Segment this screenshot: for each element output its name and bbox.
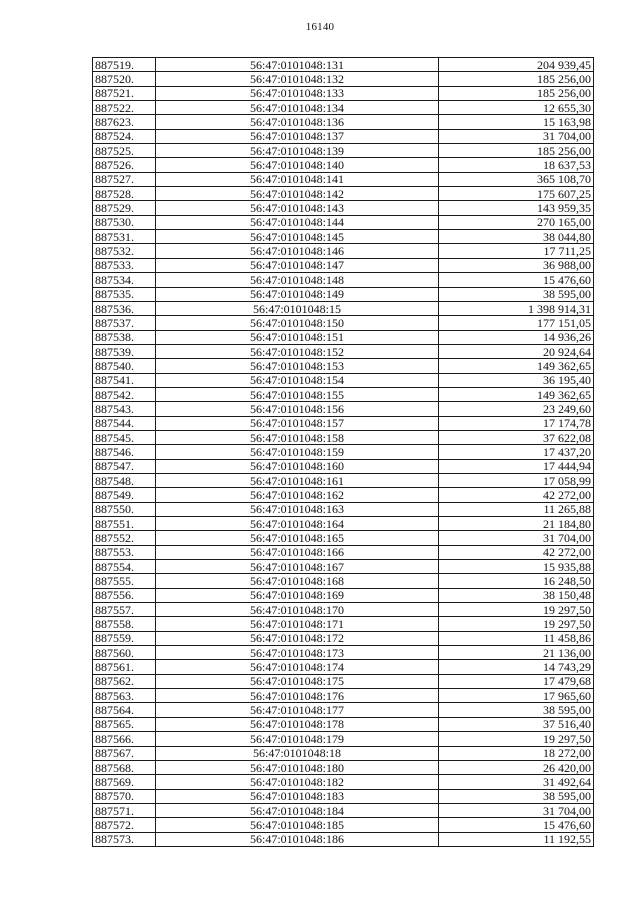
cadastral-value-cell: 17 058,99 xyxy=(439,473,594,487)
cadastral-value-cell: 31 704,00 xyxy=(439,129,594,143)
cadastral-value-cell: 37 516,40 xyxy=(439,717,594,731)
table-row xyxy=(93,244,594,258)
table-row xyxy=(93,58,594,72)
table-row xyxy=(93,359,594,373)
cadastral-value-cell: 1 398 914,31 xyxy=(439,301,594,315)
table-row xyxy=(93,230,594,244)
cadastral-number-cell: 56:47:0101048:131 xyxy=(156,58,439,72)
cadastral-value-cell: 15 935,88 xyxy=(439,560,594,574)
table-row xyxy=(93,72,594,86)
cadastral-value-cell: 38 595,00 xyxy=(439,789,594,803)
cadastral-number-cell: 56:47:0101048:168 xyxy=(156,574,439,588)
row-number-cell: 887524. xyxy=(93,129,156,143)
cadastral-value-cell: 11 192,55 xyxy=(439,832,594,846)
cadastral-value-cell: 19 297,50 xyxy=(439,603,594,617)
table-row xyxy=(93,732,594,746)
cadastral-value-cell: 149 362,65 xyxy=(439,387,594,401)
row-number-cell: 887541. xyxy=(93,373,156,387)
table-row xyxy=(93,502,594,516)
row-number-cell: 887551. xyxy=(93,517,156,531)
row-number-cell: 887558. xyxy=(93,617,156,631)
row-number-cell: 887530. xyxy=(93,215,156,229)
cadastral-number-cell: 56:47:0101048:162 xyxy=(156,488,439,502)
cadastral-value-cell: 149 362,65 xyxy=(439,359,594,373)
cadastral-number-cell: 56:47:0101048:165 xyxy=(156,531,439,545)
table-row xyxy=(93,660,594,674)
row-number-cell: 887557. xyxy=(93,603,156,617)
cadastral-value-cell: 17 437,20 xyxy=(439,445,594,459)
row-number-cell: 887535. xyxy=(93,287,156,301)
cadastral-value-cell: 11 458,86 xyxy=(439,631,594,645)
cadastral-number-cell: 56:47:0101048:150 xyxy=(156,316,439,330)
row-number-cell: 887536. xyxy=(93,301,156,315)
table-row xyxy=(93,545,594,559)
cadastral-value-cell: 14 936,26 xyxy=(439,330,594,344)
row-number-cell: 887623. xyxy=(93,115,156,129)
cadastral-value-cell: 38 150,48 xyxy=(439,588,594,602)
table-row xyxy=(93,574,594,588)
table-row xyxy=(93,674,594,688)
table-row xyxy=(93,473,594,487)
cadastral-number-cell: 56:47:0101048:18 xyxy=(156,746,439,760)
table-row xyxy=(93,631,594,645)
table-row xyxy=(93,818,594,832)
table-row xyxy=(93,187,594,201)
row-number-cell: 887562. xyxy=(93,674,156,688)
cadastral-value-cell: 15 476,60 xyxy=(439,818,594,832)
row-number-cell: 887560. xyxy=(93,646,156,660)
table-row xyxy=(93,517,594,531)
cadastral-value-cell: 12 655,30 xyxy=(439,101,594,115)
cadastral-value-table xyxy=(92,57,594,847)
table-row xyxy=(93,344,594,358)
row-number-cell: 887534. xyxy=(93,273,156,287)
table-row xyxy=(93,330,594,344)
table-row xyxy=(93,430,594,444)
cadastral-number-cell: 56:47:0101048:171 xyxy=(156,617,439,631)
table-row xyxy=(93,588,594,602)
row-number-cell: 887519. xyxy=(93,58,156,72)
cadastral-number-cell: 56:47:0101048:182 xyxy=(156,775,439,789)
cadastral-number-cell: 56:47:0101048:175 xyxy=(156,674,439,688)
cadastral-number-cell: 56:47:0101048:160 xyxy=(156,459,439,473)
cadastral-value-cell: 36 195,40 xyxy=(439,373,594,387)
row-number-cell: 887532. xyxy=(93,244,156,258)
table-row xyxy=(93,689,594,703)
table-row xyxy=(93,144,594,158)
row-number-cell: 887552. xyxy=(93,531,156,545)
cadastral-number-cell: 56:47:0101048:179 xyxy=(156,732,439,746)
row-number-cell: 887570. xyxy=(93,789,156,803)
cadastral-number-cell: 56:47:0101048:136 xyxy=(156,115,439,129)
table-row xyxy=(93,760,594,774)
cadastral-value-cell: 175 607,25 xyxy=(439,187,594,201)
cadastral-number-cell: 56:47:0101048:137 xyxy=(156,129,439,143)
row-number-cell: 887525. xyxy=(93,144,156,158)
cadastral-number-cell: 56:47:0101048:140 xyxy=(156,158,439,172)
table-row xyxy=(93,172,594,186)
cadastral-value-cell: 36 988,00 xyxy=(439,258,594,272)
table-row xyxy=(93,258,594,272)
table-row xyxy=(93,201,594,215)
table-row xyxy=(93,646,594,660)
row-number-cell: 887564. xyxy=(93,703,156,717)
cadastral-number-cell: 56:47:0101048:134 xyxy=(156,101,439,115)
cadastral-value-cell: 204 939,45 xyxy=(439,58,594,72)
cadastral-number-cell: 56:47:0101048:141 xyxy=(156,172,439,186)
cadastral-number-cell: 56:47:0101048:148 xyxy=(156,273,439,287)
row-number-cell: 887568. xyxy=(93,760,156,774)
row-number-cell: 887546. xyxy=(93,445,156,459)
cadastral-value-cell: 143 959,35 xyxy=(439,201,594,215)
table-row xyxy=(93,531,594,545)
row-number-cell: 887543. xyxy=(93,402,156,416)
cadastral-value-cell: 42 272,00 xyxy=(439,488,594,502)
table-row xyxy=(93,789,594,803)
cadastral-number-cell: 56:47:0101048:183 xyxy=(156,789,439,803)
cadastral-number-cell: 56:47:0101048:167 xyxy=(156,560,439,574)
table-row xyxy=(93,459,594,473)
cadastral-number-cell: 56:47:0101048:180 xyxy=(156,760,439,774)
table-row xyxy=(93,560,594,574)
row-number-cell: 887537. xyxy=(93,316,156,330)
table-row xyxy=(93,603,594,617)
table-row xyxy=(93,803,594,817)
table-row xyxy=(93,832,594,846)
row-number-cell: 887548. xyxy=(93,473,156,487)
table-row xyxy=(93,775,594,789)
table-row xyxy=(93,273,594,287)
cadastral-number-cell: 56:47:0101048:149 xyxy=(156,287,439,301)
cadastral-value-cell: 18 272,00 xyxy=(439,746,594,760)
row-number-cell: 887569. xyxy=(93,775,156,789)
cadastral-value-cell: 21 136,00 xyxy=(439,646,594,660)
cadastral-value-cell: 14 743,29 xyxy=(439,660,594,674)
cadastral-value-cell: 16 248,50 xyxy=(439,574,594,588)
table-row xyxy=(93,387,594,401)
cadastral-value-cell: 17 711,25 xyxy=(439,244,594,258)
table-row xyxy=(93,301,594,315)
row-number-cell: 887526. xyxy=(93,158,156,172)
row-number-cell: 887538. xyxy=(93,330,156,344)
cadastral-number-cell: 56:47:0101048:155 xyxy=(156,387,439,401)
table-row xyxy=(93,158,594,172)
cadastral-number-cell: 56:47:0101048:174 xyxy=(156,660,439,674)
row-number-cell: 887572. xyxy=(93,818,156,832)
table-row xyxy=(93,488,594,502)
row-number-cell: 887540. xyxy=(93,359,156,373)
row-number-cell: 887567. xyxy=(93,746,156,760)
cadastral-value-cell: 185 256,00 xyxy=(439,86,594,100)
cadastral-number-cell: 56:47:0101048:152 xyxy=(156,344,439,358)
cadastral-number-cell: 56:47:0101048:153 xyxy=(156,359,439,373)
cadastral-value-cell: 38 595,00 xyxy=(439,703,594,717)
cadastral-number-cell: 56:47:0101048:170 xyxy=(156,603,439,617)
cadastral-number-cell: 56:47:0101048:158 xyxy=(156,430,439,444)
row-number-cell: 887545. xyxy=(93,430,156,444)
cadastral-number-cell: 56:47:0101048:159 xyxy=(156,445,439,459)
row-number-cell: 887563. xyxy=(93,689,156,703)
table-row xyxy=(93,215,594,229)
row-number-cell: 887566. xyxy=(93,732,156,746)
row-number-cell: 887520. xyxy=(93,72,156,86)
cadastral-value-cell: 26 420,00 xyxy=(439,760,594,774)
table-row xyxy=(93,717,594,731)
cadastral-number-cell: 56:47:0101048:15 xyxy=(156,301,439,315)
row-number-cell: 887553. xyxy=(93,545,156,559)
row-number-cell: 887555. xyxy=(93,574,156,588)
cadastral-number-cell: 56:47:0101048:147 xyxy=(156,258,439,272)
page-number: 16140 xyxy=(305,21,335,33)
table-row xyxy=(93,746,594,760)
table-row xyxy=(93,101,594,115)
cadastral-value-cell: 11 265,88 xyxy=(439,502,594,516)
cadastral-number-cell: 56:47:0101048:157 xyxy=(156,416,439,430)
table-row xyxy=(93,416,594,430)
cadastral-number-cell: 56:47:0101048:144 xyxy=(156,215,439,229)
row-number-cell: 887573. xyxy=(93,832,156,846)
cadastral-value-cell: 15 476,60 xyxy=(439,273,594,287)
row-number-cell: 887559. xyxy=(93,631,156,645)
cadastral-number-cell: 56:47:0101048:177 xyxy=(156,703,439,717)
cadastral-number-cell: 56:47:0101048:143 xyxy=(156,201,439,215)
row-number-cell: 887561. xyxy=(93,660,156,674)
row-number-cell: 887521. xyxy=(93,86,156,100)
cadastral-number-cell: 56:47:0101048:142 xyxy=(156,187,439,201)
cadastral-value-cell: 23 249,60 xyxy=(439,402,594,416)
cadastral-number-cell: 56:47:0101048:172 xyxy=(156,631,439,645)
cadastral-value-cell: 19 297,50 xyxy=(439,732,594,746)
cadastral-value-cell: 17 479,68 xyxy=(439,674,594,688)
cadastral-number-cell: 56:47:0101048:132 xyxy=(156,72,439,86)
row-number-cell: 887565. xyxy=(93,717,156,731)
table-row xyxy=(93,316,594,330)
row-number-cell: 887529. xyxy=(93,201,156,215)
table-row xyxy=(93,617,594,631)
cadastral-value-cell: 31 704,00 xyxy=(439,803,594,817)
table-row xyxy=(93,86,594,100)
cadastral-value-cell: 17 965,60 xyxy=(439,689,594,703)
cadastral-number-cell: 56:47:0101048:154 xyxy=(156,373,439,387)
cadastral-number-cell: 56:47:0101048:184 xyxy=(156,803,439,817)
row-number-cell: 887531. xyxy=(93,230,156,244)
cadastral-number-cell: 56:47:0101048:151 xyxy=(156,330,439,344)
table-row xyxy=(93,129,594,143)
cadastral-value-cell: 21 184,80 xyxy=(439,517,594,531)
cadastral-value-cell: 19 297,50 xyxy=(439,617,594,631)
row-number-cell: 887554. xyxy=(93,560,156,574)
cadastral-number-cell: 56:47:0101048:156 xyxy=(156,402,439,416)
cadastral-number-cell: 56:47:0101048:139 xyxy=(156,144,439,158)
row-number-cell: 887533. xyxy=(93,258,156,272)
cadastral-number-cell: 56:47:0101048:164 xyxy=(156,517,439,531)
table-body xyxy=(93,58,594,847)
cadastral-number-cell: 56:47:0101048:185 xyxy=(156,818,439,832)
cadastral-value-cell: 15 163,98 xyxy=(439,115,594,129)
table-row xyxy=(93,445,594,459)
cadastral-number-cell: 56:47:0101048:163 xyxy=(156,502,439,516)
cadastral-value-cell: 31 492,64 xyxy=(439,775,594,789)
table-row xyxy=(93,373,594,387)
table-row xyxy=(93,402,594,416)
cadastral-value-cell: 185 256,00 xyxy=(439,144,594,158)
row-number-cell: 887522. xyxy=(93,101,156,115)
cadastral-value-cell: 177 151,05 xyxy=(439,316,594,330)
cadastral-value-cell: 185 256,00 xyxy=(439,72,594,86)
table-row xyxy=(93,115,594,129)
table-row xyxy=(93,287,594,301)
row-number-cell: 887527. xyxy=(93,172,156,186)
cadastral-number-cell: 56:47:0101048:173 xyxy=(156,646,439,660)
cadastral-value-cell: 38 044,80 xyxy=(439,230,594,244)
row-number-cell: 887550. xyxy=(93,502,156,516)
cadastral-value-cell: 365 108,70 xyxy=(439,172,594,186)
cadastral-number-cell: 56:47:0101048:166 xyxy=(156,545,439,559)
row-number-cell: 887549. xyxy=(93,488,156,502)
cadastral-number-cell: 56:47:0101048:186 xyxy=(156,832,439,846)
cadastral-number-cell: 56:47:0101048:176 xyxy=(156,689,439,703)
cadastral-value-cell: 42 272,00 xyxy=(439,545,594,559)
row-number-cell: 887556. xyxy=(93,588,156,602)
row-number-cell: 887539. xyxy=(93,344,156,358)
cadastral-number-cell: 56:47:0101048:178 xyxy=(156,717,439,731)
cadastral-number-cell: 56:47:0101048:146 xyxy=(156,244,439,258)
cadastral-value-cell: 20 924,64 xyxy=(439,344,594,358)
cadastral-value-cell: 17 174,78 xyxy=(439,416,594,430)
cadastral-value-cell: 38 595,00 xyxy=(439,287,594,301)
cadastral-value-cell: 17 444,94 xyxy=(439,459,594,473)
row-number-cell: 887571. xyxy=(93,803,156,817)
row-number-cell: 887542. xyxy=(93,387,156,401)
cadastral-number-cell: 56:47:0101048:133 xyxy=(156,86,439,100)
row-number-cell: 887528. xyxy=(93,187,156,201)
row-number-cell: 887544. xyxy=(93,416,156,430)
cadastral-value-cell: 270 165,00 xyxy=(439,215,594,229)
cadastral-number-cell: 56:47:0101048:145 xyxy=(156,230,439,244)
cadastral-number-cell: 56:47:0101048:161 xyxy=(156,473,439,487)
cadastral-value-cell: 31 704,00 xyxy=(439,531,594,545)
cadastral-value-cell: 37 622,08 xyxy=(439,430,594,444)
table-row xyxy=(93,703,594,717)
cadastral-number-cell: 56:47:0101048:169 xyxy=(156,588,439,602)
row-number-cell: 887547. xyxy=(93,459,156,473)
cadastral-value-cell: 18 637,53 xyxy=(439,158,594,172)
